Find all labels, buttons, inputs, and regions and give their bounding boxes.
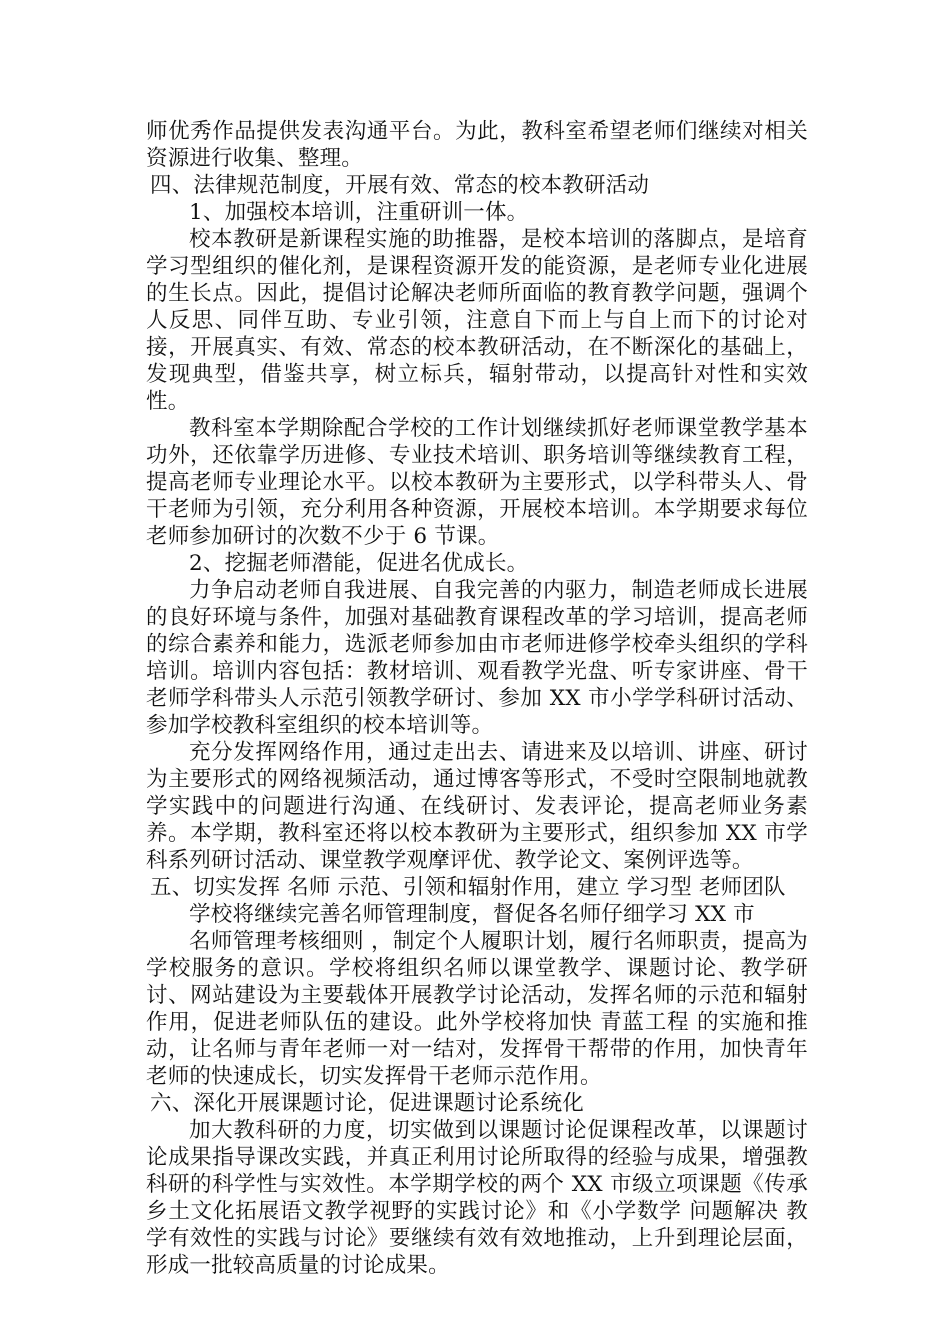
section-heading-5: 五、切实发挥 名师 示范、引领和辐射作用，建立 学习型 老师团队 (150, 875, 786, 900)
section-heading-6: 六、深化开展课题讨论，促进课题讨论系统化 (150, 1091, 585, 1116)
body-paragraph: 力争启动老师自我进展、自我完善的内驱力，制造老师成长进展的良好环境与条件，加强对基础教育课程改革的学习培训，提高老师的综合素养和能力，选派老师参加由市老师进修学校牵头组织的学科培训。培训内容包括：教材培训、观看教学光盘、听专家讲座、骨干老师学科带头人示范引领教学研讨、参加 XX 市小学学科研讨活动、参加学校教科室组织的校本培训等。 (146, 578, 808, 738)
paragraph-continuation: 师优秀作品提供发表沟通平台。为此，教科室希望老师们继续对相关资源进行收集、整理。 (146, 119, 808, 171)
body-paragraph: 名师管理考核细则 ，制定个人履职计划，履行名师职责，提高为学校服务的意识。学校将组织名师以课堂教学、课题讨论、教学研讨、网站建设为主要载体开展教学讨论活动，发挥名师的示范和辐射作用，促进老师队伍的建设。此外学校将加快 青蓝工程 的实施和推动，让名师与青年老师一对一结对，发挥骨干帮带的作用，加快青年老师的快速成长，切实发挥骨干老师示范作用。 (146, 929, 808, 1089)
body-paragraph: 教科室本学期除配合学校的工作计划继续抓好老师课堂教学基本功外，还依靠学历进修、专业技术培训、职务培训等继续教育工程，提高老师专业理论水平。以校本教研为主要形式，以学科带头人、骨干老师为引领，充分利用各种资源，开展校本培训。本学期要求每位老师参加研讨的次数不少于 6 节课。 (146, 416, 808, 549)
document-page (146, 118, 808, 1279)
subheading-2: 2、挖掘老师潜能，促进名优成长。 (189, 551, 529, 576)
subheading-1: 1、加强校本培训，注重研训一体。 (189, 200, 529, 225)
body-paragraph: 充分发挥网络作用，通过走出去、请进来及以培训、讲座、研讨为主要形式的网络视频活动，通过博客等形式，不受时空限制地就教学实践中的问题进行沟通、在线研讨、发表评论，提高老师业务素养。本学期，教科室还将以校本教研为主要形式，组织参加 XX 市学科系列研讨活动、课堂教学观摩评优、教学论文、案例评选等。 (146, 740, 808, 873)
body-paragraph: 校本教研是新课程实施的助推器，是校本培训的落脚点，是培育学习型组织的催化剂，是课程资源开发的能资源，是老师专业化进展的生长点。因此，提倡讨论解决老师所面临的教育教学问题，强调个人反思、同伴互助、专业引领，注意自下而上与自上而下的讨论对接，开展真实、有效、常态的校本教研活动，在不断深化的基础上，发现典型，借鉴共享，树立标兵，辐射带动，以提高针对性和实效性。 (146, 227, 808, 414)
section-heading-4: 四、法律规范制度，开展有效、常态的校本教研活动 (150, 173, 650, 198)
body-paragraph: 学校将继续完善名师管理制度，督促各名师仔细学习 XX 市 (189, 902, 755, 927)
body-paragraph: 加大教科研的力度，切实做到以课题讨论促课程改革，以课题讨论成果指导课改实践，并真正利用讨论所取得的经验与成果，增强教科研的科学性与实效性。本学期学校的两个 XX 市级立项课题《传承乡土文化拓展语文教学视野的实践讨论》和《小学数学 问题解决 教学有效性的实践与讨论》要继续有效有效地推动，上升到理论层面，形成一批较高质量的讨论成果。 (146, 1118, 808, 1278)
